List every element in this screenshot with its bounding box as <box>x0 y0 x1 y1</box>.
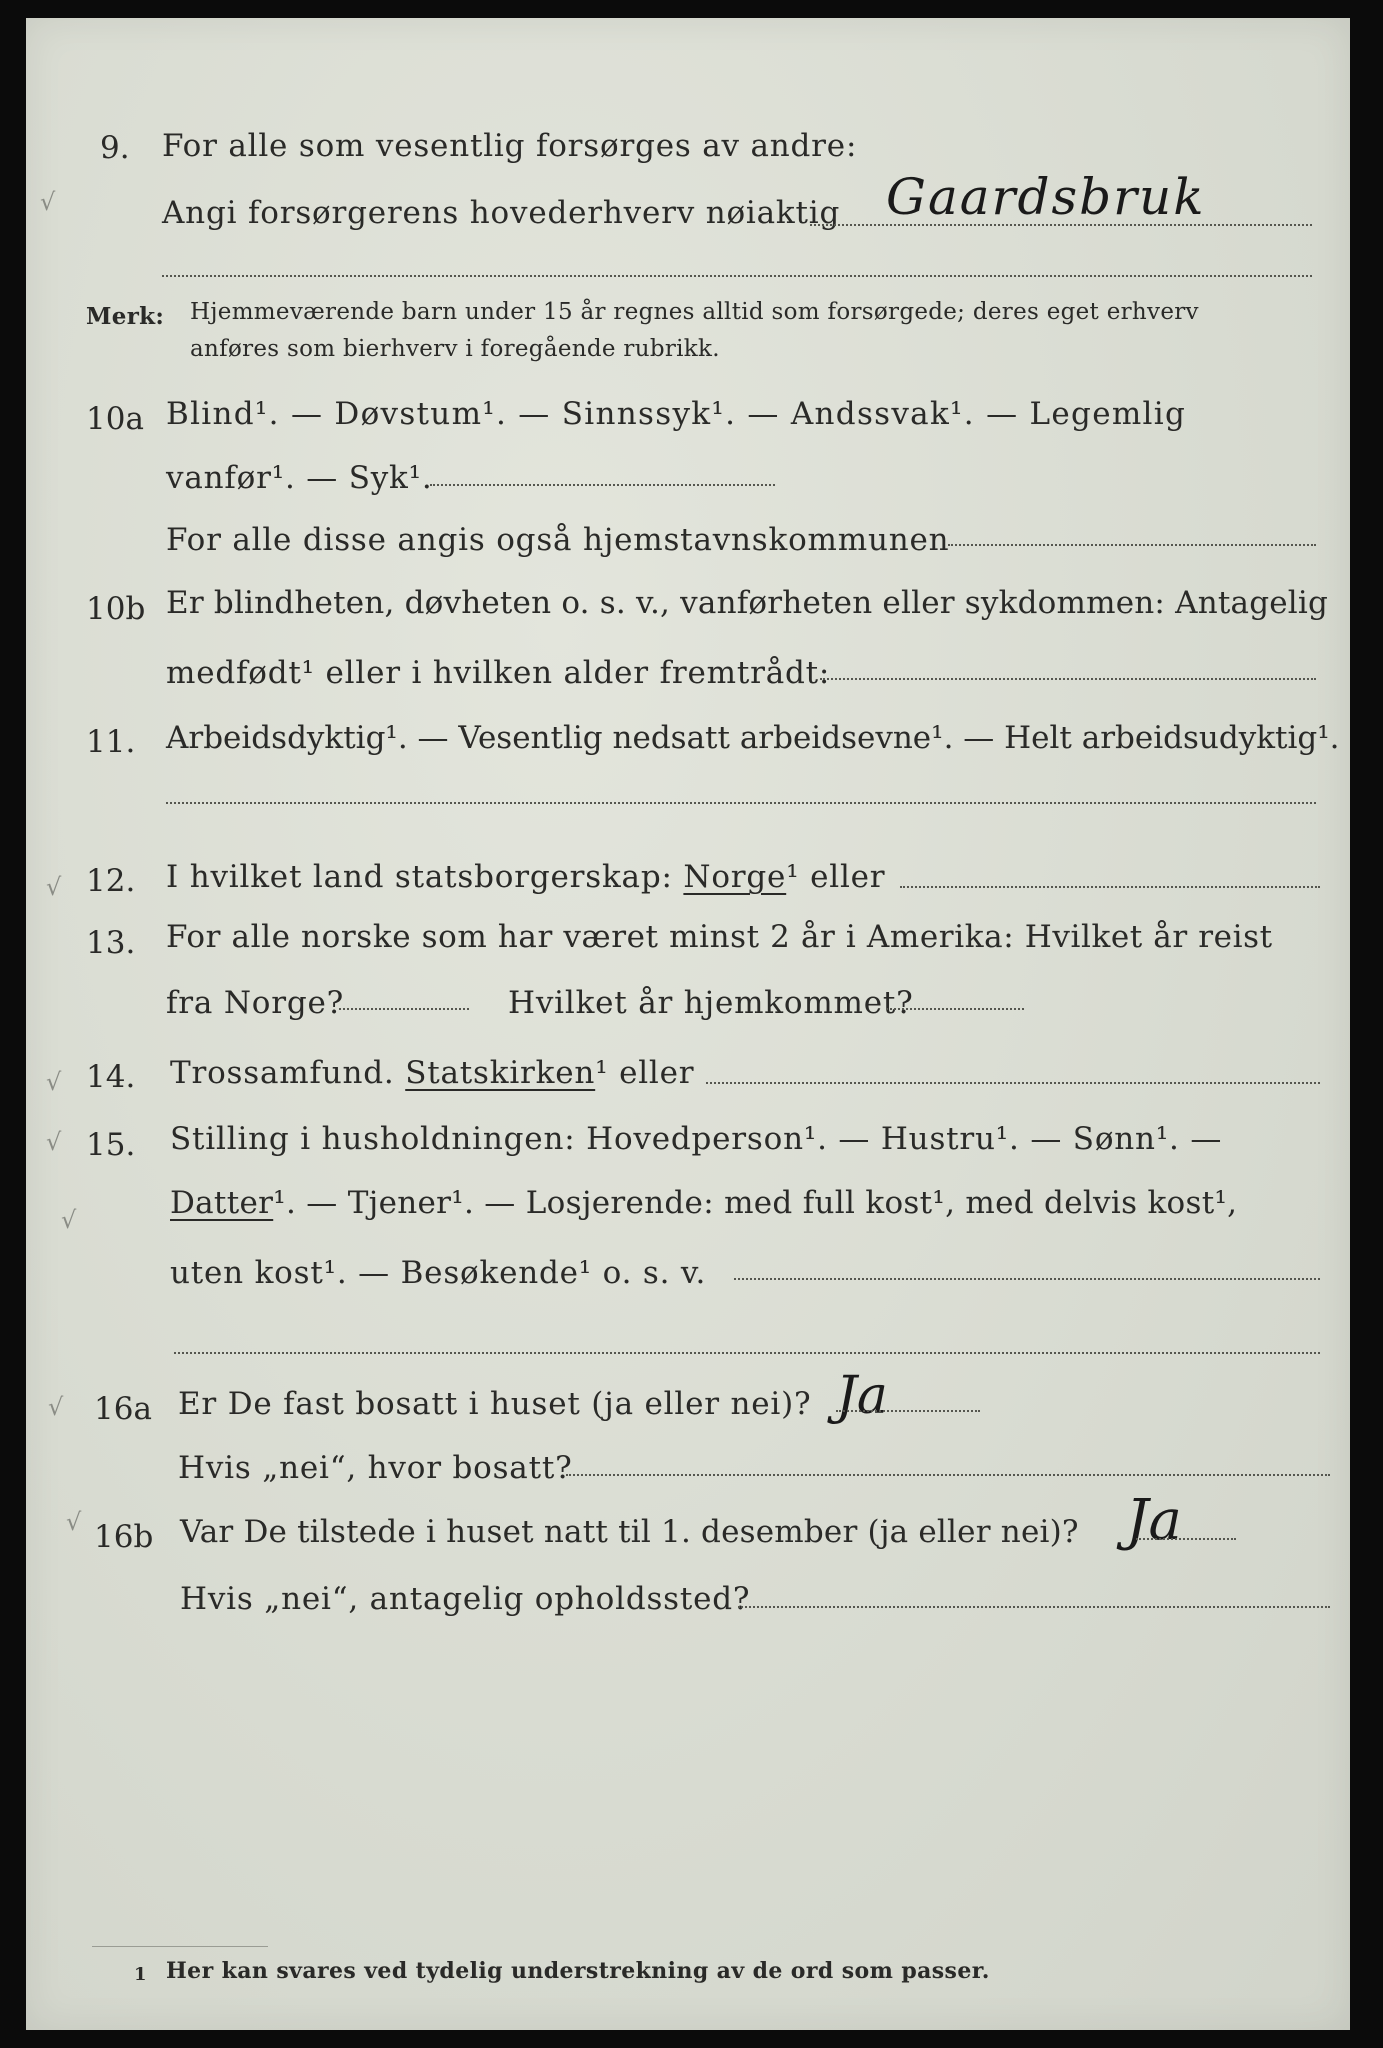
question-number-12: 12. <box>86 863 136 899</box>
q10a-hjemstavn-line <box>948 544 1316 546</box>
q12-prefix: I hvilket land statsborgerskap: <box>166 859 673 895</box>
check-mark-q15b: √ <box>61 1206 77 1234</box>
q10a-text-line2: vanfør¹. — Syk¹. <box>166 460 433 496</box>
q10a-syk-line <box>430 484 775 486</box>
q14-prefix: Trossamfund. <box>170 1055 395 1091</box>
q16a-text-line1: Er De fast bosatt i huset (ja eller nei)? <box>178 1386 812 1422</box>
footnote-mark: 1 <box>134 1964 147 1985</box>
q16b-handwritten-answer: Ja <box>1126 1488 1182 1553</box>
footnote-rule <box>92 1946 268 1947</box>
check-mark-q16a: √ <box>48 1393 64 1421</box>
q9-handwritten-answer: Gaardsbruk <box>886 168 1206 226</box>
check-mark-q9: √ <box>40 188 56 216</box>
q13-text-line1: For alle norske som har været minst 2 år i Amerika: Hvilket år reist <box>166 919 1273 955</box>
q13-hjemkommet-line <box>886 1008 1024 1010</box>
check-mark-q15: √ <box>46 1128 62 1156</box>
q13-text-line2b: Hvilket år hjemkommet? <box>508 985 914 1021</box>
q13-reist-line <box>339 1008 469 1010</box>
q14-answer-line <box>706 1082 1320 1084</box>
q9-text-line2: Angi forsørgerens hovederhverv nøiaktig <box>162 195 841 231</box>
q16a-text-line2: Hvis „nei“, hvor bosatt? <box>178 1450 573 1486</box>
question-number-10b: 10b <box>86 591 146 627</box>
q16b-answer-line <box>1136 1538 1236 1540</box>
q13-text-line2a: fra Norge? <box>166 985 345 1021</box>
q10a-text-line3: For alle disse angis også hjemstavnskommunen <box>166 522 950 558</box>
q16a-handwritten-answer: Ja <box>836 1366 888 1426</box>
q16b-text-line1: Var De tilstede i huset natt til 1. desember (ja eller nei)? <box>180 1514 1079 1550</box>
question-number-16a: 16a <box>94 1391 152 1427</box>
q15-line2-rest: ¹. — Tjener¹. — Losjerende: med full kost¹, med delvis kost¹, <box>273 1185 1238 1221</box>
q14-underlined-statskirken: Statskirken <box>405 1055 596 1091</box>
q14-text <box>170 1055 695 1091</box>
check-mark-q14: √ <box>46 1068 62 1096</box>
q10b-text-line1: Er blindheten, døvheten o. s. v., vanførheten eller sykdommen: Antagelig <box>166 585 1329 621</box>
q12-text <box>166 859 886 895</box>
q16b-text-line2: Hvis „nei“, antagelig opholdssted? <box>180 1581 751 1617</box>
question-number-13: 13. <box>86 925 136 961</box>
q10a-text-line1: Blind¹. — Døvstum¹. — Sinnssyk¹. — Andssvak¹. — Legemlig <box>166 396 1187 432</box>
q14-suffix: ¹ eller <box>595 1055 695 1091</box>
question-number-10a: 10a <box>86 401 144 437</box>
question-number-14: 14. <box>86 1059 136 1095</box>
question-number-11: 11. <box>86 724 136 760</box>
q15-text-line1: Stilling i husholdningen: Hovedperson¹. — Hustru¹. — Sønn¹. — <box>170 1121 1223 1157</box>
q15-text-line2 <box>170 1185 1238 1221</box>
q11-text-line1: Arbeidsdyktig¹. — Vesentlig nedsatt arbeidsevne¹. — Helt arbeidsudyktig¹. <box>166 720 1340 756</box>
q10b-text-line2: medfødt¹ eller i hvilken alder fremtrådt: <box>166 655 831 691</box>
check-mark-q16b: √ <box>66 1508 82 1536</box>
q15-text-line3: uten kost¹. — Besøkende¹ o. s. v. <box>170 1255 707 1291</box>
q12-suffix: ¹ eller <box>786 859 886 895</box>
q15-underlined-datter: Datter <box>170 1185 274 1221</box>
q15-osv-line <box>734 1278 1320 1280</box>
q9-text-line1: For alle som vesentlig forsørges av andre: <box>162 128 858 164</box>
question-number-9: 9. <box>100 130 130 166</box>
q16a-bosatt-line <box>566 1474 1330 1476</box>
merk-label: Merk: <box>86 303 165 330</box>
q16a-answer-line <box>836 1410 980 1412</box>
check-mark-q12: √ <box>46 873 62 901</box>
q15-extra-line <box>174 1352 1320 1354</box>
footnote-text: Her kan svares ved tydelig understrekning av de ord som passer. <box>166 1958 990 1984</box>
q10b-answer-line <box>820 678 1316 680</box>
census-form-page <box>26 18 1350 2030</box>
question-number-15: 15. <box>86 1127 136 1163</box>
q16b-opholdssted-line <box>738 1606 1330 1608</box>
q12-answer-line <box>900 886 1320 888</box>
q11-answer-line <box>166 802 1316 804</box>
merk-text-line1: Hjemmeværende barn under 15 år regnes alltid som forsørgede; deres eget erhverv <box>190 299 1199 325</box>
merk-text-line2: anføres som bierhverv i foregående rubrikk. <box>190 336 720 362</box>
q9-extra-line <box>162 275 1312 277</box>
q12-underlined-norge: Norge <box>683 859 787 895</box>
question-number-16b: 16b <box>94 1519 154 1555</box>
